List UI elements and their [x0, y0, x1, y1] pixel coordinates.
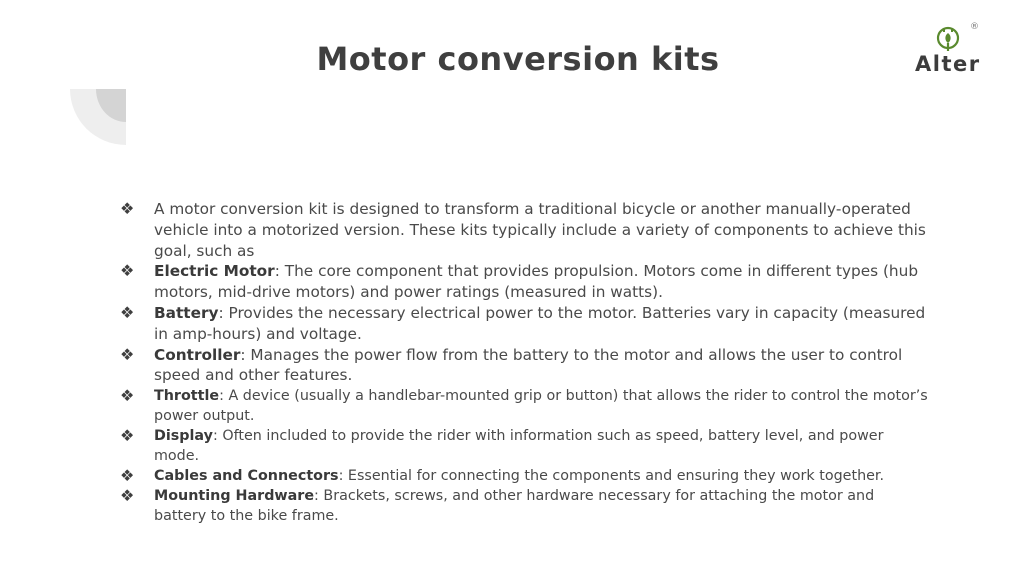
- logo-wordmark: Alter: [915, 52, 981, 76]
- list-item-mounting-hardware: [120, 486, 930, 526]
- item-term: Battery: [154, 303, 219, 322]
- list-item-throttle: [120, 386, 930, 426]
- item-term: Electric Motor: [154, 262, 275, 281]
- list-item-controller: [120, 345, 930, 387]
- item-term: Mounting Hardware: [154, 488, 315, 505]
- item-term: Cables and Connectors: [154, 468, 339, 485]
- decorative-arc-shape: [70, 89, 130, 149]
- diamond-bullet-icon: ❖: [120, 486, 135, 506]
- list-item-electric-motor: [120, 261, 930, 303]
- list-item-battery: [120, 303, 930, 345]
- list-item-cables-connectors: [120, 466, 930, 486]
- item-description: : A device (usually a handlebar-mounted grip or button) that allows the rider to control the motor’s power output.: [154, 388, 928, 425]
- item-description: : Often included to provide the rider with information such as speed, battery level, and power mode.: [154, 428, 884, 465]
- item-term: Display: [154, 428, 213, 445]
- diamond-bullet-icon: ❖: [120, 344, 135, 364]
- diamond-bullet-icon: ❖: [120, 199, 135, 218]
- component-list: [120, 199, 930, 526]
- item-description: : Brackets, screws, and other hardware necessary for attaching the motor and battery to the bike frame.: [154, 488, 875, 525]
- brand-logo: [912, 24, 992, 84]
- diamond-bullet-icon: ❖: [120, 386, 135, 406]
- list-item-display: [120, 426, 930, 466]
- slide-title: Motor conversion kits: [316, 40, 720, 78]
- item-term: Throttle: [154, 388, 220, 405]
- diamond-bullet-icon: ❖: [120, 426, 135, 446]
- item-description: : The core component that provides propulsion. Motors come in different types (hub motors, mid-drive motors) and power ratings (measured in watts).: [154, 262, 919, 302]
- diamond-bullet-icon: ❖: [120, 302, 135, 322]
- plug-leaf-icon: [934, 24, 964, 54]
- diamond-bullet-icon: ❖: [120, 261, 135, 281]
- list-item-intro: [120, 199, 930, 261]
- item-term: Controller: [154, 345, 241, 364]
- diamond-bullet-icon: ❖: [120, 466, 135, 486]
- item-description: : Manages the power flow from the battery to the motor and allows the user to control speed and other features.: [154, 345, 903, 385]
- item-description: : Provides the necessary electrical power to the motor. Batteries vary in capacity (measured in amp-hours) and voltage.: [154, 303, 926, 343]
- intro-text: A motor conversion kit is designed to transform a traditional bicycle or another manually-operated vehicle into a motorized version. These kits typically include a variety of components to achieve this goal, such as: [154, 200, 926, 260]
- logo-registered-mark: ®: [970, 22, 979, 32]
- item-description: : Essential for connecting the components and ensuring they work together.: [338, 468, 885, 485]
